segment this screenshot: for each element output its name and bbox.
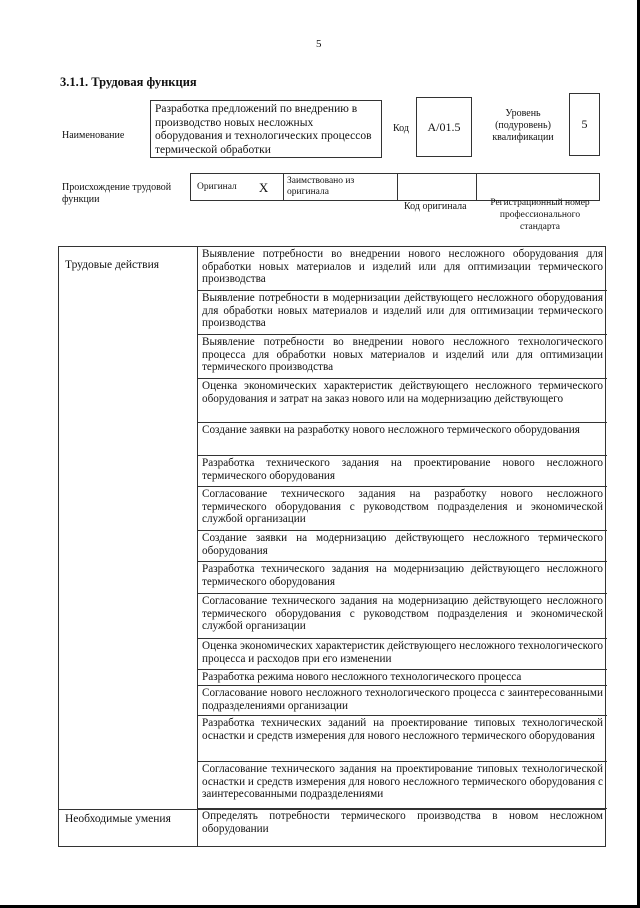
labor-action-item: Создание заявки на разработку нового несложного термического оборудования: [198, 423, 607, 456]
code-value-box: A/01.5: [416, 97, 472, 157]
labor-action-item: Согласование нового несложного технологического процесса с заинтересованными подразделениями организации: [198, 686, 607, 716]
level-value-box: 5: [569, 93, 600, 156]
name-value-box: Разработка предложений по внедрению в производство новых несложных оборудования и технологических процессов термической обработки: [150, 100, 382, 158]
labor-action-item: Оценка экономических характеристик действующего несложного термического оборудования и затрат на заказ нового или на модернизацию действующего: [198, 379, 607, 423]
labor-action-item: Разработка технического задания на модернизацию действующего несложного термического оборудования: [198, 562, 607, 594]
origin-original-label: Оригинал: [197, 181, 237, 192]
page-number: 5: [316, 38, 322, 50]
labor-action-item: Выявление потребности во внедрении нового несложного технологического процесса для обработки новых материалов и изделий или для оптимизации термического производства: [198, 335, 607, 379]
labor-actions-label: Трудовые действия: [65, 259, 160, 271]
required-skills-label: Необходимые умения: [65, 813, 171, 825]
code-original-label: Код оригинала: [404, 201, 467, 212]
section-title: 3.1.1. Трудовая функция: [60, 75, 197, 89]
labor-action-item: Выявление потребности во внедрении нового несложного оборудования для обработки новых материалов и изделий или для оптимизации термического производства: [198, 247, 607, 291]
origin-borrowed-label: Заимствовано из оригинала: [284, 174, 398, 200]
labor-action-item: Согласование технического задания на разработку нового несложного термического оборудования с руководством подразделения и экономической службой организации: [198, 487, 607, 531]
labor-action-item: Согласование технического задания на проектирование типовых технологической оснастки и средств измерения для нового несложного термического оборудования с заинтересованными подразделениями: [198, 762, 607, 809]
name-label: Наименование: [62, 130, 125, 141]
code-label: Код: [393, 123, 409, 134]
labor-action-item: Разработка технического задания на проектирование нового несложного термического оборудования: [198, 456, 607, 487]
labor-action-item: Согласование технического задания на модернизацию действующего несложного термического оборудования с руководством подразделения и экономической службой организации: [198, 594, 607, 639]
origin-original-cell: [191, 174, 284, 200]
reg-number-label: Регистрационный номер профессионального стандарта: [490, 198, 590, 232]
labor-action-item: Выявление потребности в модернизации действующего несложного оборудования для обработки новых материалов и изделий или для оптимизации термического производства: [198, 291, 607, 335]
labor-action-item: Разработка режима нового несложного технологического процесса: [198, 670, 607, 686]
labor-action-item: Разработка технических заданий на проектирование типовых технологической оснастки и средств измерения для нового несложного термического оборудования: [198, 716, 607, 762]
required-skill-item: Определять потребности термического производства в новом несложном оборудовании: [202, 810, 603, 835]
labor-function-table: [58, 246, 606, 847]
origin-code-cell: [398, 174, 477, 200]
labor-action-item: Создание заявки на модернизацию действующего несложного термического оборудования: [198, 531, 607, 562]
level-label: Уровень (подуровень) квалификации: [492, 108, 554, 143]
labor-action-item: Оценка экономических характеристик действующего несложного технологического процесса и расходов при его изменении: [198, 639, 607, 670]
origin-original-mark: X: [258, 179, 269, 195]
origin-label: Происхождение трудовой функции: [62, 182, 172, 205]
